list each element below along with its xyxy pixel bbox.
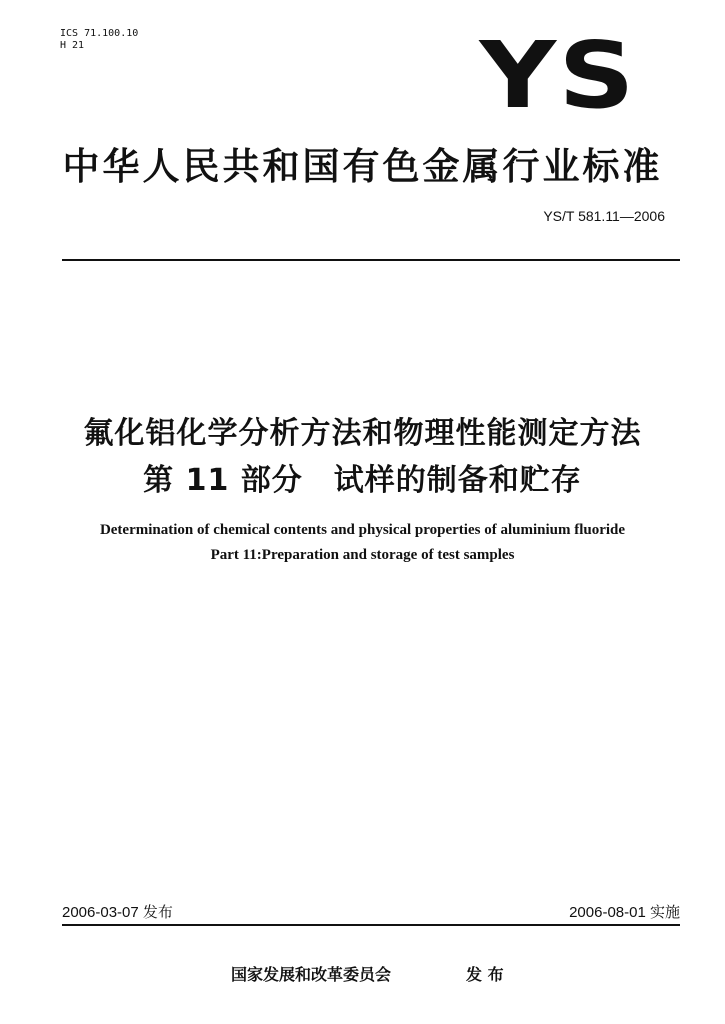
title-zh-line2: 第 11 部分 试样的制备和贮存 <box>143 463 582 498</box>
bottom-divider <box>62 924 680 926</box>
classification-codes <box>60 28 138 52</box>
title-zh-line1: 氟化铝化学分析方法和物理性能测定方法 <box>83 416 642 451</box>
issue-date: 2006-03-07 发布 <box>62 904 173 921</box>
ccs-code: H 21 <box>60 40 85 51</box>
title-en-line2: Part 11:Preparation and storage of test samples <box>210 547 515 563</box>
top-divider <box>62 259 680 261</box>
standard-code: YS/T 581.11—2006 <box>543 208 665 224</box>
implement-date: 2006-08-01 实施 <box>569 904 680 921</box>
publisher-action: 发 布 <box>466 965 504 984</box>
ics-code: ICS 71.100.10 <box>60 28 139 39</box>
title-en-line1: Determination of chemical contents and physical properties of aluminium fluoride <box>99 522 626 538</box>
publisher-name: 国家发展和改革委员会 <box>231 965 392 984</box>
ys-logo: YS <box>479 22 637 129</box>
standard-organization: 中华人民共和国有色金属行业标准 <box>62 145 663 188</box>
